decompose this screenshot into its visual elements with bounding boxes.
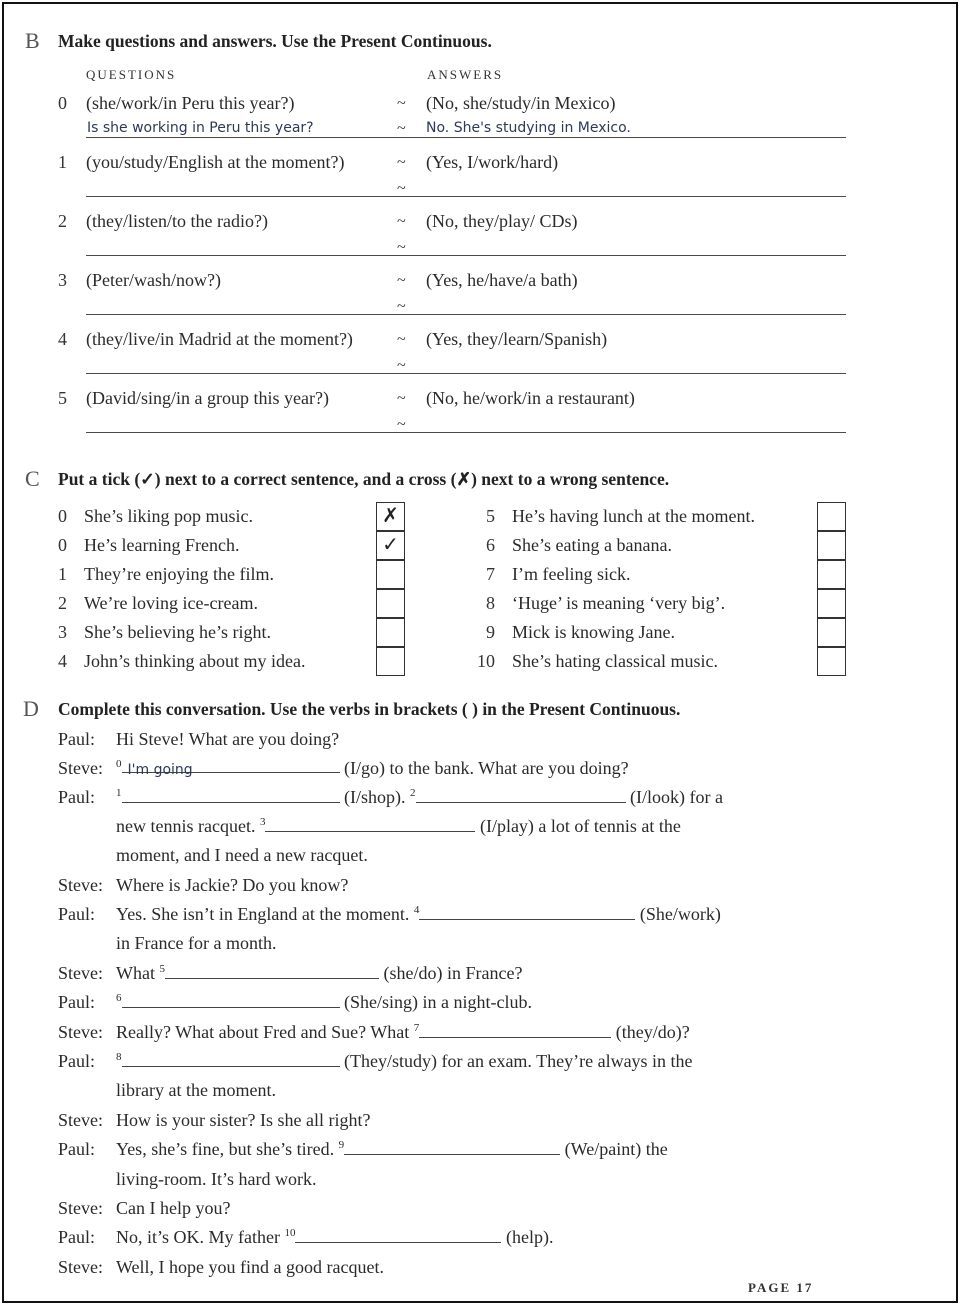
blank-number: 6 — [116, 992, 122, 1004]
b-answer-line — [86, 137, 846, 138]
b-answer: (No, he/work/in a restaurant) — [426, 388, 635, 408]
blank-number: 4 — [413, 904, 420, 916]
c-answer-box[interactable] — [376, 589, 405, 618]
answer-blank[interactable] — [122, 993, 340, 1008]
speaker-label: Paul: — [58, 1139, 96, 1159]
b-question: (you/study/English at the moment?) — [86, 152, 345, 172]
b-answer-written: No. She's studying in Mexico. — [426, 120, 631, 136]
b-item-number: 4 — [58, 329, 67, 349]
c-sentence: She’s liking pop music. — [84, 506, 254, 526]
questions-header: QUESTIONS — [86, 67, 177, 82]
line-text: Really? What about Fred and Sue? What — [116, 1022, 410, 1042]
c-item-number: 5 — [486, 506, 495, 526]
conversation-line — [116, 1022, 690, 1043]
b-question: (they/listen/to the radio?) — [86, 211, 268, 231]
c-sentence: ‘Huge’ is meaning ‘very big’. — [512, 593, 726, 613]
speaker-label: Steve: — [58, 1022, 103, 1042]
line-text: Well, I hope you find a good racquet. — [116, 1257, 384, 1277]
answer-blank[interactable] — [122, 788, 340, 803]
c-item-number: 8 — [486, 593, 495, 613]
c-sentence: I’m feeling sick. — [512, 564, 631, 584]
b-answer-line[interactable] — [86, 373, 846, 374]
c-answer-box[interactable] — [817, 618, 846, 647]
blank-number: 9 — [338, 1139, 345, 1151]
line-text: (help). — [505, 1227, 554, 1247]
conversation-line — [116, 875, 348, 896]
section-d-title: Complete this conversation. Use the verbs in brackets ( ) in the Present Continuous. — [58, 699, 681, 719]
c-sentence: John’s thinking about my idea. — [84, 651, 306, 671]
line-text: library at the moment. — [116, 1080, 276, 1100]
conversation-line — [116, 904, 721, 925]
blank-number: 1 — [116, 787, 122, 799]
answer-blank[interactable] — [344, 1140, 560, 1155]
b-tilde: ~ — [397, 180, 406, 197]
b-tilde: ~ — [397, 95, 406, 112]
conversation-line — [116, 933, 276, 954]
c-sentence: She’s hating classical music. — [512, 651, 718, 671]
line-text: Can I help you? — [116, 1198, 231, 1218]
c-answer-box[interactable]: ✗ — [376, 502, 405, 531]
conversation-line — [116, 1110, 370, 1131]
line-text: living-room. It’s hard work. — [116, 1169, 317, 1189]
c-item-number: 0 — [58, 506, 67, 526]
b-question: (she/work/in Peru this year?) — [86, 93, 295, 113]
blank-number: 7 — [413, 1022, 420, 1034]
b-item-number: 3 — [58, 270, 67, 290]
c-answer-box[interactable] — [817, 502, 846, 531]
b-item-number: 2 — [58, 211, 67, 231]
c-item-number: 2 — [58, 593, 67, 613]
blank-number: 2 — [410, 787, 416, 799]
c-item-number: 3 — [58, 622, 67, 642]
answer-blank[interactable] — [165, 964, 379, 979]
b-item-number: 0 — [58, 93, 67, 113]
b-item-number: 1 — [58, 152, 67, 172]
answer-blank[interactable] — [122, 758, 340, 778]
answers-header: ANSWERS — [427, 67, 504, 82]
conversation-line — [116, 1139, 668, 1160]
b-question-written: Is she working in Peru this year? — [87, 120, 314, 136]
b-tilde: ~ — [397, 298, 406, 315]
line-text: What — [116, 963, 155, 983]
c-item-number: 10 — [477, 651, 495, 671]
b-answer: (Yes, he/have/a bath) — [426, 270, 578, 290]
blank-number: 0 — [116, 758, 122, 770]
section-b-letter: B — [25, 28, 40, 53]
b-tilde: ~ — [397, 272, 406, 289]
line-text: Where is Jackie? Do you know? — [116, 875, 349, 895]
conversation-line — [116, 1227, 553, 1248]
b-answer: (Yes, I/work/hard) — [426, 152, 559, 172]
b-tilde: ~ — [397, 213, 406, 230]
answer-blank[interactable] — [416, 788, 626, 803]
c-item-number: 7 — [486, 564, 495, 584]
b-question: (David/sing/in a group this year?) — [86, 388, 329, 408]
blank-number: 10 — [284, 1227, 296, 1239]
speaker-label: Paul: — [58, 787, 96, 807]
speaker-label: Paul: — [58, 992, 96, 1012]
line-text: new tennis racquet. — [116, 816, 256, 836]
b-tilde: ~ — [397, 390, 406, 407]
line-text: Yes. She isn’t in England at the moment. — [116, 904, 410, 924]
b-answer-line[interactable] — [86, 432, 846, 433]
b-tilde: ~ — [397, 154, 406, 171]
speaker-label: Paul: — [58, 1227, 96, 1247]
speaker-label: Steve: — [58, 963, 103, 983]
c-item-number: 4 — [58, 651, 67, 671]
speaker-label: Paul: — [58, 1051, 96, 1071]
conversation-line — [116, 963, 522, 984]
conversation-line — [116, 729, 339, 750]
c-sentence: She’s eating a banana. — [512, 535, 672, 555]
c-item-number: 9 — [486, 622, 495, 642]
line-text: (She/work) — [639, 904, 721, 924]
conversation-line — [116, 1169, 316, 1190]
line-text: Yes, she’s fine, but she’s tired. — [116, 1139, 335, 1159]
example-answer: I'm going — [127, 762, 193, 778]
b-answer: (No, she/study/in Mexico) — [426, 93, 616, 113]
line-text: (They/study) for an exam. They’re always in the — [344, 1051, 693, 1071]
speaker-label: Paul: — [58, 904, 96, 924]
line-text: (We/paint) the — [564, 1139, 668, 1159]
line-text: (they/do)? — [615, 1022, 690, 1042]
speaker-label: Steve: — [58, 1110, 103, 1130]
page-number: PAGE 17 — [748, 1280, 814, 1295]
conversation-line — [116, 1051, 693, 1072]
line-text: in France for a month. — [116, 933, 277, 953]
b-question: (Peter/wash/now?) — [86, 270, 221, 290]
b-answer: (Yes, they/learn/Spanish) — [426, 329, 608, 349]
b-item-number: 5 — [58, 388, 67, 408]
speaker-label: Steve: — [58, 1198, 103, 1218]
answer-blank[interactable] — [295, 1228, 501, 1243]
conversation-line — [116, 758, 629, 779]
c-sentence: Mick is knowing Jane. — [512, 622, 675, 642]
c-answer-box[interactable] — [817, 589, 846, 618]
speaker-label: Steve: — [58, 875, 103, 895]
conversation-line — [116, 1080, 276, 1101]
blank-number: 8 — [116, 1051, 122, 1063]
b-tilde: ~ — [397, 120, 406, 137]
line-text: (I/shop). — [344, 787, 406, 807]
c-answer-box[interactable] — [817, 531, 846, 560]
b-answer-line[interactable] — [86, 255, 846, 256]
c-item-number: 1 — [58, 564, 67, 584]
c-sentence: She’s believing he’s right. — [84, 622, 271, 642]
section-c-title: Put a tick (✓) next to a correct sentence, and a cross (✗) next to a wrong sentence. — [58, 469, 670, 489]
line-text: (She/sing) in a night-club. — [344, 992, 532, 1012]
section-b-title: Make questions and answers. Use the Present Continuous. — [58, 31, 492, 51]
line-text: (I/go) to the bank. What are you doing? — [344, 758, 629, 778]
answer-blank[interactable] — [419, 1023, 611, 1038]
conversation-line — [116, 992, 532, 1013]
c-item-number: 6 — [486, 535, 495, 555]
speaker-label: Steve: — [58, 758, 103, 778]
line-text: Hi Steve! What are you doing? — [116, 729, 340, 749]
c-answer-box[interactable] — [376, 618, 405, 647]
b-answer: (No, they/play/ CDs) — [426, 211, 578, 231]
conversation-line — [116, 1198, 230, 1219]
b-tilde: ~ — [397, 239, 406, 256]
c-answer-box[interactable] — [376, 647, 405, 676]
line-text: (she/do) in France? — [383, 963, 523, 983]
c-item-number: 0 — [58, 535, 67, 555]
b-tilde: ~ — [397, 331, 406, 348]
speaker-label: Steve: — [58, 1257, 103, 1277]
answer-blank[interactable] — [122, 1052, 340, 1067]
b-tilde: ~ — [397, 357, 406, 374]
speaker-label: Paul: — [58, 729, 96, 749]
c-sentence: He’s having lunch at the moment. — [512, 506, 755, 526]
section-c-letter: C — [25, 466, 40, 491]
conversation-line — [116, 816, 681, 837]
conversation-line — [116, 787, 723, 808]
c-answer-box[interactable]: ✓ — [376, 531, 405, 560]
b-question: (they/live/in Madrid at the moment?) — [86, 329, 353, 349]
c-answer-box[interactable] — [817, 560, 846, 589]
blank-number: 3 — [259, 816, 266, 828]
c-sentence: They’re enjoying the film. — [84, 564, 274, 584]
section-d-letter: D — [23, 696, 39, 721]
line-text: How is your sister? Is she all right? — [116, 1110, 371, 1130]
c-sentence: He’s learning French. — [84, 535, 240, 555]
answer-blank[interactable] — [265, 817, 475, 832]
blank-number: 5 — [159, 963, 165, 975]
c-answer-box[interactable] — [376, 560, 405, 589]
answer-blank[interactable] — [419, 905, 635, 920]
line-text: (I/play) a lot of tennis at the — [479, 816, 681, 836]
line-text: No, it’s OK. My father — [116, 1227, 280, 1247]
b-answer-line[interactable] — [86, 314, 846, 315]
b-answer-line[interactable] — [86, 196, 846, 197]
line-text: (I/look) for a — [630, 787, 723, 807]
c-answer-box[interactable] — [817, 647, 846, 676]
line-text: moment, and I need a new racquet. — [116, 845, 368, 865]
conversation-line — [116, 1257, 384, 1278]
conversation-line — [116, 845, 368, 866]
c-sentence: We’re loving ice-cream. — [84, 593, 258, 613]
b-tilde: ~ — [397, 416, 406, 433]
